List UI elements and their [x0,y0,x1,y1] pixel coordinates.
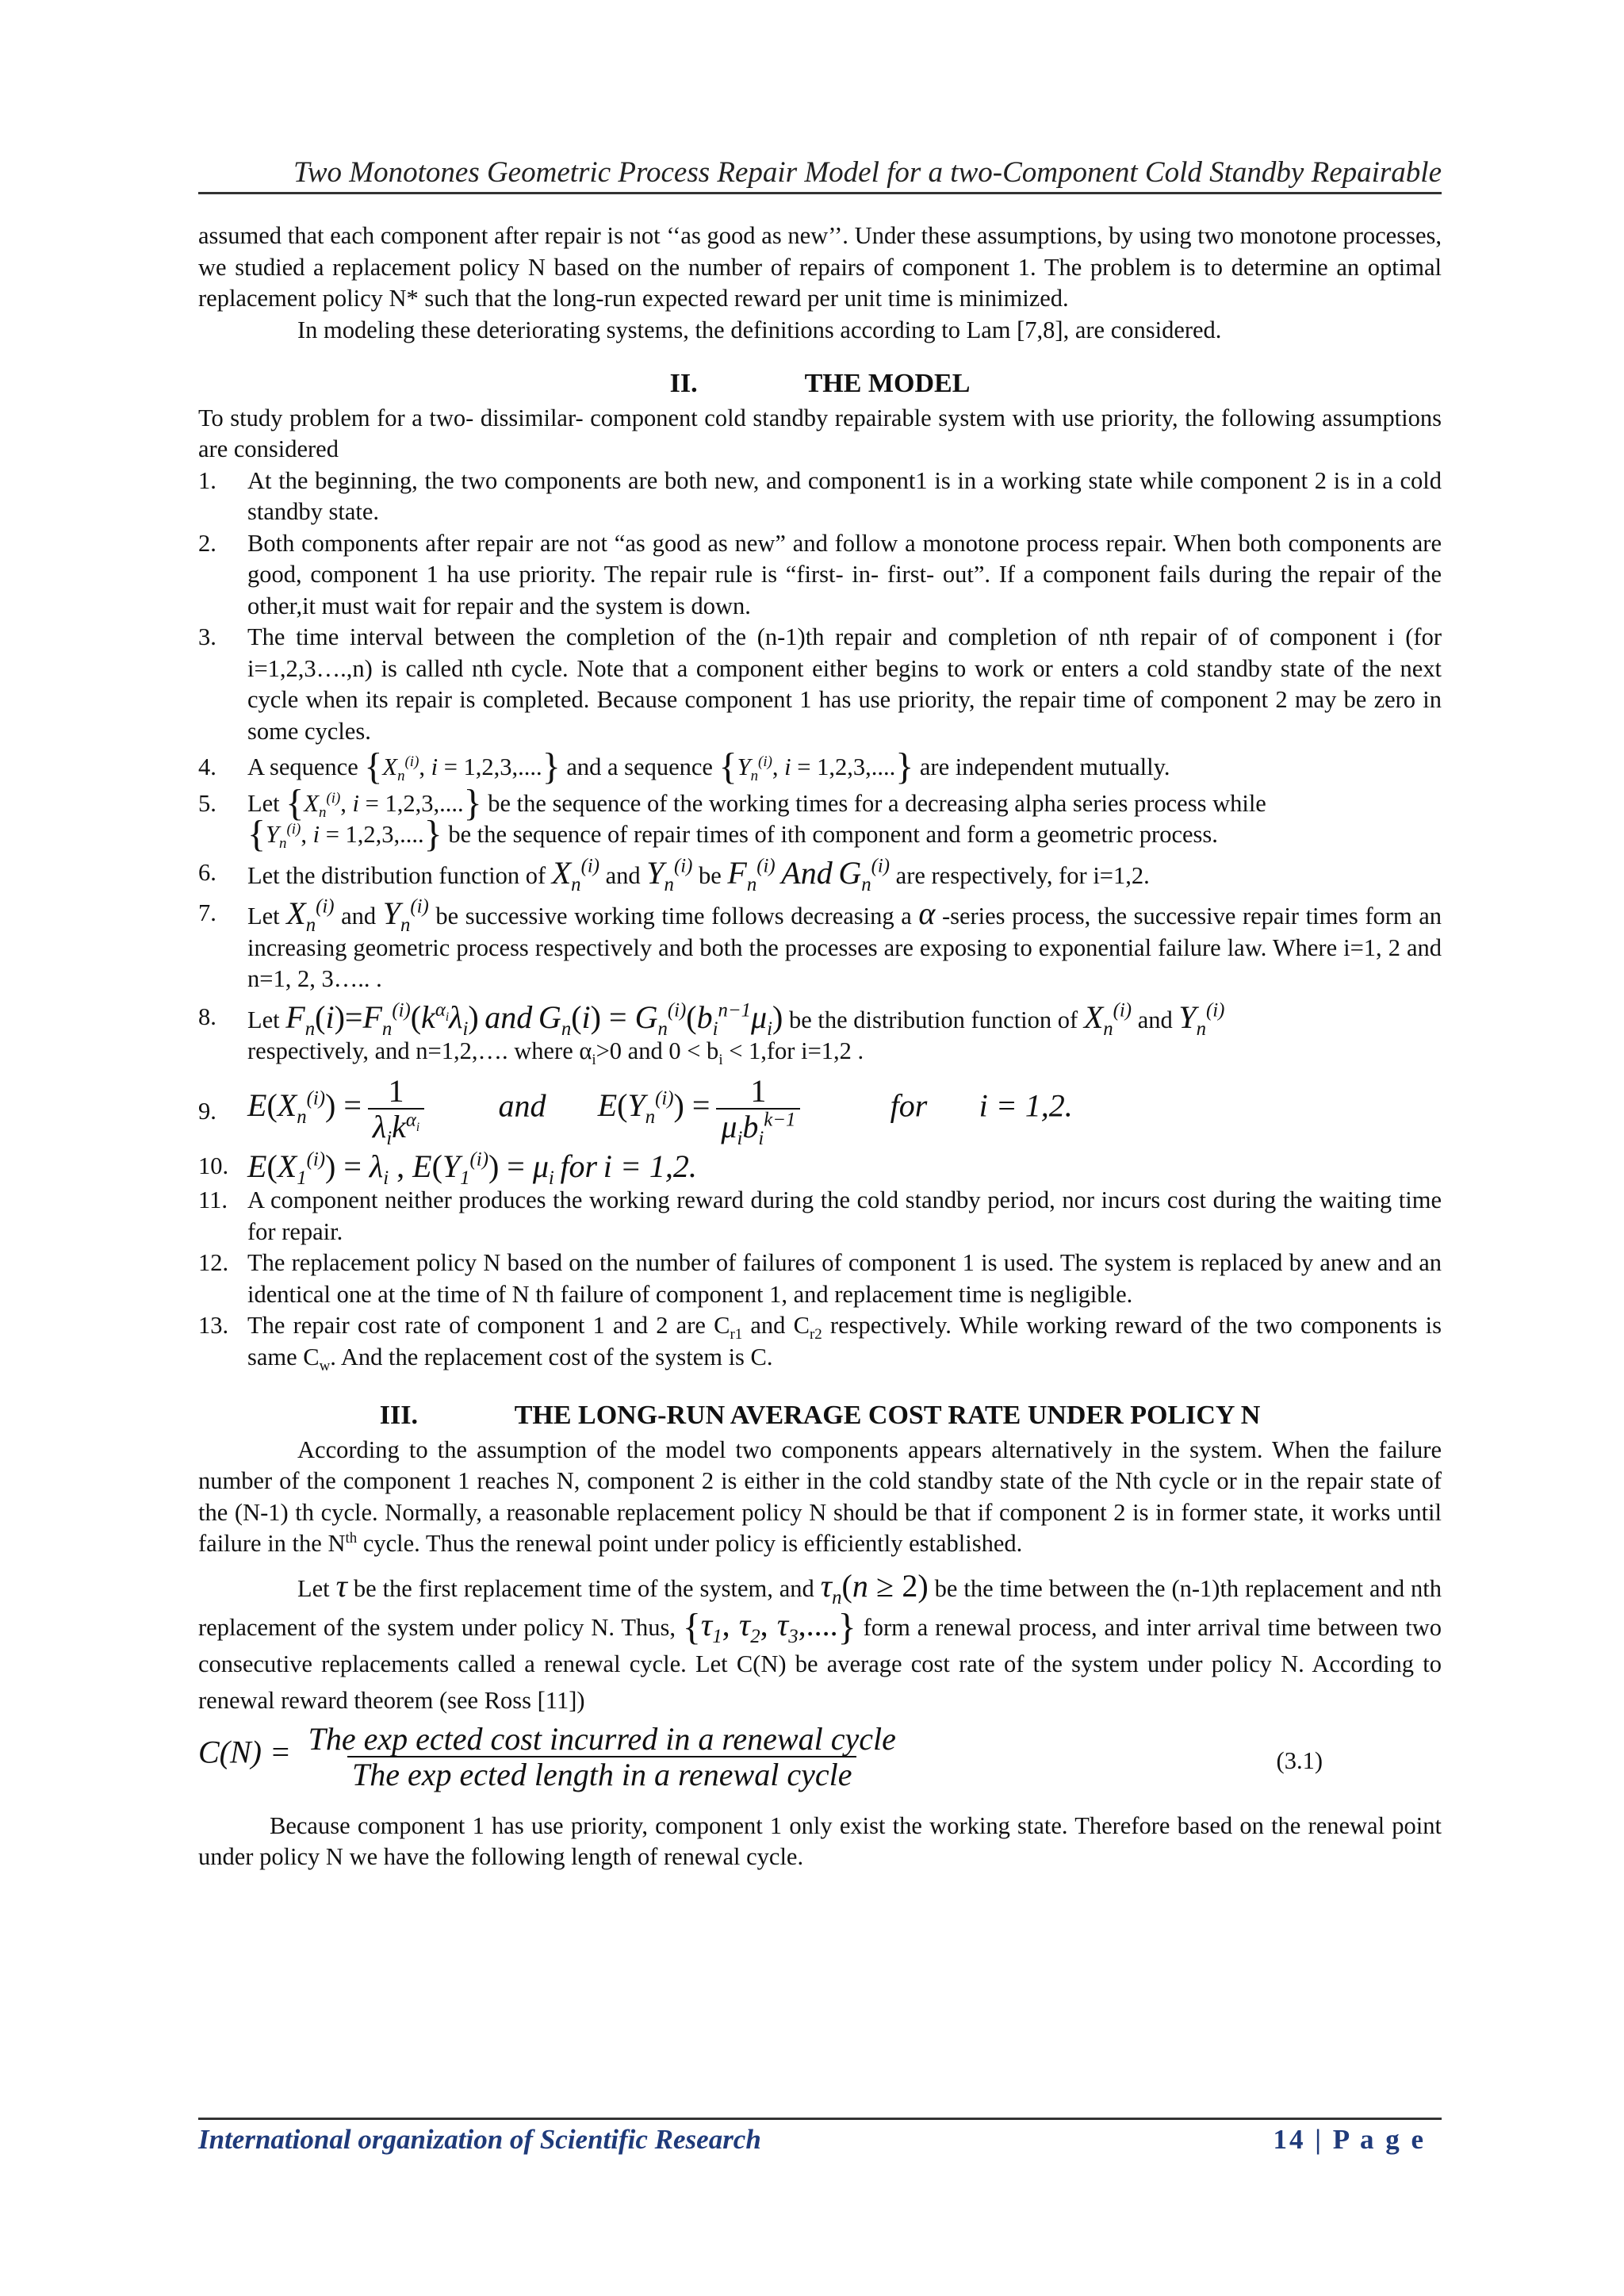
math-g-definition: $G_n(i) = G_n^{(i)}(b_i^{n-1}\mu_i)$ [538,999,783,1040]
list-item: 12. The replacement policy N based on the number of failures of component 1 is used. The system is replaced by anew and an identical one at the time of N th failure of component 1, and replacement time is negligible. [198,1249,1442,1308]
item-text: Both components after repair are not “as good as new” and follow a monotone process repair. When both components are good, component 1 ha use priority. The repair rule is “first- in- first- out”. If a component fails during the repair of the other,it must wait for repair and the system is down. [247,529,1442,619]
list-item: 7. Let $X_n^{(i)}$ and $Y_n^{(i)}$ be successive working time follows decreasing a α -series process, the successive repair times form an increasing geometric process respectively and both the processes are exposing to exponential failure law. Where i=1, 2 and n=1, 2, 3….. . [198,895,1442,992]
math-sequence-y: {$Y_n^{(i)}$, i = 1,2,3,....} [718,746,914,788]
header-rule [198,192,1442,194]
math-x: $X_n^{(i)}$ [551,854,599,895]
section-number: II. [669,369,698,398]
cost-paragraph-3: Because component 1 has use priority, component 1 only exist the working state. Therefore based on the renewal point under policy N we have the following length of renewal cycle. [198,1811,1442,1870]
list-item: 1. At the beginning, the two components are both new, and component1 is in a working state while component 2 is in a cold standby state. [198,466,1442,525]
equation-lhs: C(N) = [198,1734,291,1769]
section-title: THE MODEL [804,369,971,398]
equation-denominator: The exp ected length in a renewal cycle [347,1756,857,1791]
math-f: $F_n^{(i)}$ [727,854,776,895]
equation-numerator: The exp ected cost incurred in a renewal cycle [308,1720,896,1757]
footer-organization: International organization of Scientific Research [198,2124,761,2155]
item-text: At the beginning, the two components are both new, and component1 is in a working state while component 2 is in a cold standby state. [247,466,1442,525]
list-item: 4. A sequence {$X_n^{(i)}$, i = 1,2,3,....} and a sequence {$Y_n^{(i)}$, i = 1,2,3,....} are independent mutually. [198,746,1170,788]
list-item: 8. Let $F_n(i)=F_n^{(i)}(k^{\alpha_i}\lambda_i)$ and $G_n(i) = G_n^{(i)}(b_i^{n-1}\mu_i)$ be the distribution function of $X_n^{(i)}$ and $Y_n^{(i)}$ respectively, and n=1,2,…. where $\alpha_i>0$ and $0 < b_i < 1,for$ i=1,2 . [198,999,1225,1069]
list-item: 5. Let {$X_n^{(i)}$, i = 1,2,3,....} be the sequence of the working times for a decreasing alpha series process while {$Y_n^{(i)}$, i = 1,2,3,....} be the sequence of repair times of ith component and form a geometric process. [198,781,1266,855]
math-g: $G_n^{(i)}$ [838,854,891,895]
math-sequence-x: {$X_n^{(i)}$, i = 1,2,3,....} [285,781,482,824]
math-expectation-y: $E(Y_n^{(i)})$ = $\frac{1}{\mu_ib_i^{k-1}}$ [598,1087,807,1123]
math-tau-sequence: {$\tau_1$, $\tau_2$, $\tau_3$,....} [682,1605,856,1648]
cost-paragraph-1: According to the assumption of the model two components appears alternatively in the system. When the failure number of the component 1 reaches N, component 2 is either in the cold standby state of the Nth cycle or in the repair state of the (N-1) th cycle. Normally, a reasonable replacement policy N should be that if component 2 is in former state, it works until failure in the $N^{th}$ cycle. Thus the renewal point under policy is efficiently established. [198,1435,1442,1557]
list-item: 11. A component neither produces the working reward during the cold standby period, nor incurs cost during the waiting time for repair. [198,1186,1442,1245]
intro-paragraph: assumed that each component after repair is not ‘‘as good as new’’. Under these assumptions, by using two monotone processes, we studied a replacement policy N based on the number of repairs of component 1. The problem is to determine an optimal replacement policy N* such that the long-run expected reward per unit time is minimized. [198,222,1442,312]
section-heading-model [198,368,1442,400]
item-text: The time interval between the completion of the (n-1)th repair and completion of nth repair of of component i (for i=1,2,3….,n) is called nth cycle. Note that a component either begins to work or enters a cold standby state of the next cycle when its repair is completed. Because component 1 has use priority, the repair time of component 2 may be zero in some cycles. [247,623,1442,745]
math-f-definition: $F_n(i)=F_n^{(i)}(k^{\alpha_i}\lambda_i)$ [285,999,479,1040]
page-number: 14 | P a g e [1273,2124,1426,2155]
list-item: 6. Let the distribution function of $X_n^{(i)}$ and $Y_n^{(i)}$ be $F_n^{(i)}$ And $G_n^{(i)}$ are respectively, for i=1,2. [198,854,1150,895]
body-content [198,220,1442,1873]
math-x: $X_n^{(i)}$ [286,895,335,936]
math-sequence-x: {$X_n^{(i)}$, i = 1,2,3,....} [364,746,561,788]
math-tau: τ [335,1567,347,1604]
math-alpha: α [918,895,936,931]
list-item: 10. $E(X_1^{(i)}) = \lambda_i$ , $E(Y_1^{(i)}) = \mu_i$ for i = 1,2. [198,1148,697,1189]
list-item: 3. The time interval between the completion of the (n-1)th repair and completion of nth repair of of component i (for i=1,2,3….,n) is called nth cycle. Note that a component either begins to work or enters a cold standby state of the next cycle when its repair is completed. Because component 1 has use priority, the repair time of component 2 may be zero in some cycles. [198,623,1442,745]
cost-paragraph-2: Let τ be the first replacement time of the system, and $\tau_n(n \ge 2)$ be the time between the (n-1)th replacement and nth replacement of the system under policy N. Thus, {$\tau_1$, $\tau_2$, $\tau_3$,....} form a renewal process, and inter arrival time between two consecutive replacements called a renewal cycle. Let C(N) be average cost rate of the system under policy N. According to renewal reward theorem (see Ross [11]) [198,1567,1442,1714]
math-y: $Y_n^{(i)}$ [382,895,429,936]
item-text: A component neither produces the working reward during the cold standby period, nor incurs cost during the waiting time for repair. [247,1186,1442,1245]
math-expectation-x: $E(X_n^{(i)})$ = $\frac{1}{\lambda_ik^{\alpha_i}}$ [247,1087,431,1123]
math-expectation-first: $E(X_1^{(i)}) = \lambda_i$ , $E(Y_1^{(i)}) = \mu_i$ [247,1148,554,1189]
footer-rule [198,2118,1442,2120]
list-item: 9. $E(X_n^{(i)})$ = $\frac{1}{\lambda_ik^{\alpha_i}}$ and $E(Y_n^{(i)})$ = $\frac{1}{\mu_ib_i^{k-1}}$ for i = 1,2. [198,1072,1073,1149]
assumption-list [198,466,1442,1374]
item-text: The replacement policy N based on the number of failures of component 1 is used. The system is replaced by anew and an identical one at the time of N th failure of component 1, and replacement time is negligible. [247,1249,1442,1308]
equation-fraction [304,1720,901,1792]
math-sequence-y: {$Y_n^{(i)}$, i = 1,2,3,....} [247,813,442,855]
equation-label: (3.1) [1276,1746,1323,1774]
section-number: III. [379,1401,418,1430]
model-lead: To study problem for a two- dissimilar- component cold standby repairable system with use priority, the following assumptions are considered [198,404,1442,462]
list-item: 13. The repair cost rate of component 1 and 2 are $C_{r1}$ and $C_{r2}$ respectively. While working reward of the two components is same $C_w$. And the replacement cost of the system is C. [198,1312,1442,1374]
list-item: 2. Both components after repair are not “as good as new” and follow a monotone process repair. When both components are good, component 1 ha use priority. The repair rule is “first- in- first- out”. If a component fails during the repair of the other,it must wait for repair and the system is down. [198,529,1442,619]
math-x: $X_n^{(i)}$ [1083,999,1132,1040]
math-y: $Y_n^{(i)}$ [1178,999,1225,1040]
intro-paragraph-2: In modeling these deteriorating systems, the definitions according to Lam [7,8], are considered. [297,316,1222,343]
equation-3-1 [198,1720,1442,1800]
section-heading-cost-rate [198,1400,1442,1432]
math-y: $Y_n^{(i)}$ [646,854,693,895]
running-title: Two Monotones Geometric Process Repair Model for a two-Component Cold Standby Repairable [293,156,1442,189]
math-tau-n: $\tau_n(n \ge 2)$ [820,1567,929,1608]
section-title: THE LONG-RUN AVERAGE COST RATE UNDER POLICY N [514,1401,1261,1430]
